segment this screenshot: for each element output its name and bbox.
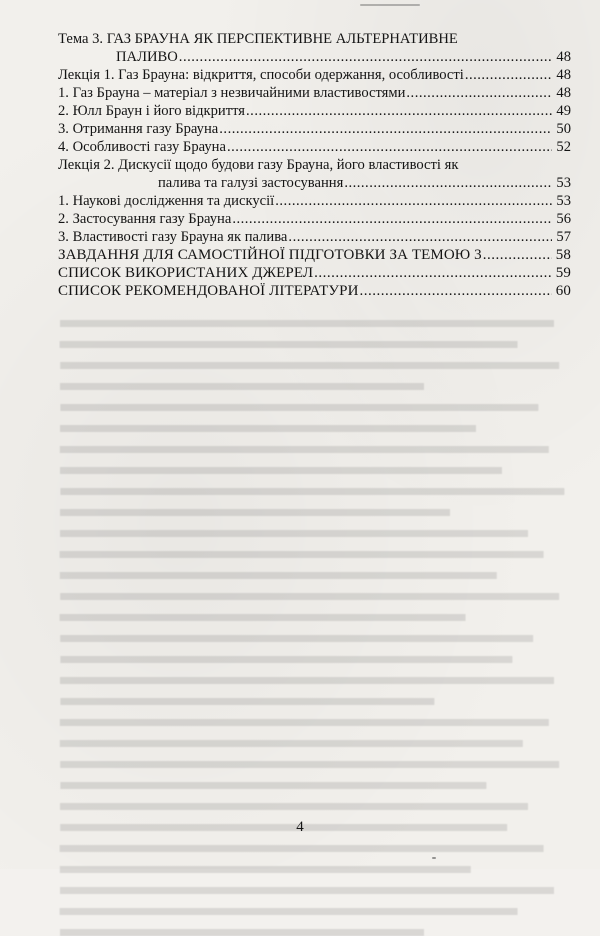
dot-leader (227, 138, 552, 156)
toc-entry (58, 84, 571, 102)
toc-entry (58, 228, 571, 246)
toc-entry-title: Тема 3. ГАЗ БРАУНА ЯК ПЕРСПЕКТИВНЕ АЛЬТЕРНАТИВНЕ (58, 31, 458, 47)
scan-artifact (432, 857, 436, 859)
toc-entry (58, 192, 571, 210)
toc-page-number: 57 (556, 229, 571, 245)
toc-page-number: 60 (555, 283, 571, 299)
toc-page-number: 53 (556, 193, 571, 209)
toc-entry-title: 1. Газ Брауна – матеріал з незвичайними властивостями (58, 85, 406, 101)
dot-leader (179, 48, 552, 66)
toc-page-number: 59 (555, 265, 571, 281)
toc-entry (58, 102, 571, 120)
toc-entry-title: 3. Отримання газу Брауна (58, 121, 219, 137)
toc-topic-3 (58, 30, 571, 66)
toc-entry-title: палива та галузі застосування (158, 175, 344, 191)
toc-entry (58, 174, 571, 192)
toc-entry (58, 210, 571, 228)
toc-entry-title: СПИСОК ВИКОРИСТАНИХ ДЖЕРЕЛ (58, 265, 314, 281)
dot-leader (275, 192, 552, 210)
toc-page-number: 56 (556, 211, 571, 227)
toc-entry (58, 246, 571, 264)
toc-lecture-2 (58, 156, 571, 192)
dot-leader (232, 210, 552, 228)
toc-entry (58, 120, 571, 138)
toc-entry-title: 3. Властивості газу Брауна як палива (58, 229, 288, 245)
toc-entry (58, 48, 571, 66)
dot-leader (314, 264, 552, 282)
dot-leader (246, 102, 552, 120)
toc-page-number: 49 (556, 103, 571, 119)
toc-entry (58, 264, 571, 282)
toc-entry (58, 66, 571, 84)
toc-entry-title: ЗАВДАННЯ ДЛЯ САМОСТІЙНОЇ ПІДГОТОВКИ ЗА ТЕМОЮ 3 (58, 247, 482, 263)
toc-entry-title: Лекція 2. Дискусії щодо будови газу Брауна, його властивості як (58, 157, 459, 173)
toc-entry-title: 2. Застосування газу Брауна (58, 211, 232, 227)
dot-leader (360, 282, 552, 300)
toc-entry (58, 282, 571, 300)
dot-leader (288, 228, 552, 246)
toc-entry-title: 2. Юлл Браун і його відкриття (58, 103, 246, 119)
show-through-text (60, 320, 580, 810)
toc-entry-title: Лекція 1. Газ Брауна: відкриття, способи одержання, особливості (58, 67, 464, 83)
toc-page-number: 48 (556, 67, 571, 83)
scan-artifact (360, 4, 420, 6)
toc-entry-title: 1. Наукові дослідження та дискусії (58, 193, 275, 209)
toc-page-number: 48 (556, 49, 571, 65)
table-of-contents (58, 30, 571, 300)
dot-leader (219, 120, 552, 138)
toc-page-number: 58 (555, 247, 571, 263)
page-number: 4 (296, 819, 304, 835)
toc-page-number: 50 (556, 121, 571, 137)
toc-entry-title: СПИСОК РЕКОМЕНДОВАНОЇ ЛІТЕРАТУРИ (58, 283, 359, 299)
dot-leader (344, 174, 552, 192)
dot-leader (465, 66, 552, 84)
toc-page-number: 53 (556, 175, 571, 191)
toc-entry-title: ПАЛИВО (116, 49, 178, 65)
toc-entry (58, 138, 571, 156)
dot-leader (483, 246, 552, 264)
toc-page-number: 48 (556, 85, 571, 101)
dot-leader (406, 84, 552, 102)
toc-page-number: 52 (556, 139, 571, 155)
toc-entry-title: 4. Особливості газу Брауна (58, 139, 226, 155)
